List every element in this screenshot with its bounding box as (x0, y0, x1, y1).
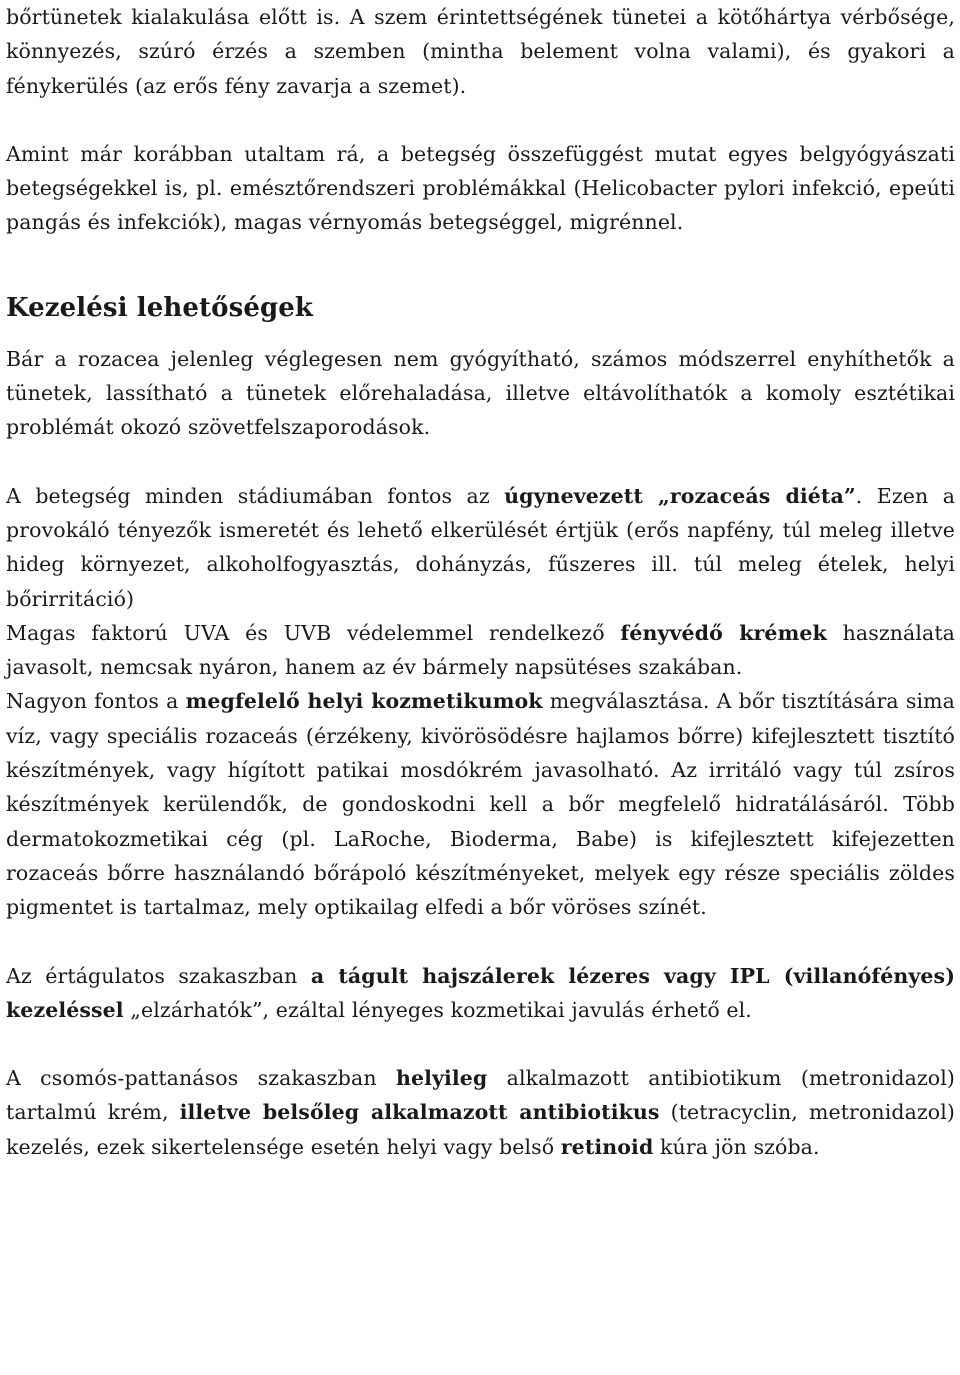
bold-text-run: úgynevezett „rozaceás diéta” (504, 483, 856, 508)
text-run: Nagyon fontos a (6, 689, 186, 714)
bold-text-run: fényvédő krémek (620, 620, 827, 645)
text-run: használata javasolt, nemcsak nyáron, hanem az év bármely napsütéses szakában. (6, 620, 956, 680)
text-run: A csomós-pattanásos szakaszban (6, 1066, 396, 1091)
text-run: A betegség minden stádiumában fontos az (6, 483, 505, 508)
paragraph-eye-symptoms: bőrtünetek kialakulása előtt is. A szem érintettségének tünetei a kötőhártya vérbősége, könnyezés, szúró érzés a szemben (mintha belement volna valami), és gyakori a fénykerülés (az erős fény zavarja a szemet). (6, 5, 955, 98)
bold-text-run: megfelelő helyi kozmetikumok (185, 689, 543, 714)
paragraph-treatment-intro: Bár a rozacea jelenleg véglegesen nem gyógyítható, számos módszerrel enyhíthetők a tünetek, lassítható a tünetek előrehaladása, illetve eltávolíthatók a komoly esztétikai problémát okozó szövetfelszaporodások. (6, 346, 955, 440)
document-page (6, 0, 955, 1164)
bold-text-run: illetve belsőleg alkalmazott antibiotikus (179, 1100, 660, 1125)
paragraph-spacer (6, 925, 955, 959)
paragraph-cosmetics (6, 684, 955, 924)
text-run: alkalmazott antibiotikum (metronidazol) tartalmú krém, (6, 1066, 955, 1125)
paragraph-spacer (6, 1027, 955, 1061)
text-run: „elzárhatók”, ezáltal lényeges kozmetikai javulás érhető el. (123, 997, 752, 1022)
paragraph-associated-diseases: Amint már korábban utaltam rá, a betegség összefüggést mutat egyes belgyógyászati betegségekkel is, pl. emésztőrendszeri problémákkal (Helicobacter pylori infekció, epeúti pangás és infekciók), magas vérnyomás betegséggel, migrénnel. (6, 141, 955, 235)
text-run: (tetracyclin, metronidazol) kezelés, ezek sikertelensége esetén helyi vagy belső (6, 1100, 955, 1159)
paragraph-antibiotics (6, 1061, 955, 1164)
text-run: kúra jön szóba. (653, 1134, 820, 1159)
bold-text-run: helyileg (395, 1066, 488, 1091)
text-run: . Ezen a provokáló tényezők ismeretét és lehető elkerülését értjük (erős napfény, túl meleg illetve hideg környezet, alkoholfogyasztás, dohányzás, fűszeres ill. túl meleg ételek, helyi bőrirritáció) (6, 483, 956, 611)
paragraph-spacer (6, 240, 955, 274)
paragraph-rosacea-diet (6, 479, 955, 616)
paragraph-laser-ipl (6, 959, 955, 1028)
text-run: Magas faktorú UVA és UVB védelemmel rendelkező (6, 620, 621, 645)
paragraph-sunscreen (6, 616, 955, 685)
text-run: megválasztása. A bőr tisztítására sima víz, vagy speciális rozaceás (érzékeny, kivörösödésre hajlamos bőrre) kifejlesztett tisztító készítmények, vagy hígított patikai mosdókrém javasolható. Az irritáló vagy túl zsíros készítmények kerülendők, de gondoskodni kell a bőr megfelelő hidratálásáról. Több dermatokozmetikai cég (pl. LaRoche, Bioderma, Babe) is kifejlesztett kifejezetten rozaceás bőrre használandó bőrápoló készítményeket, melyek egy része speciális zöldes pigmentet is tartalmaz, mely optikailag elfedi a bőr vöröses színét. (6, 689, 955, 920)
bold-text-run: retinoid (560, 1134, 654, 1159)
text-run: Az értágulatos szakaszban (6, 963, 311, 988)
paragraph-spacer (6, 445, 955, 479)
paragraph-spacer (6, 103, 955, 137)
bold-text-run: a tágult hajszálerek lézeres vagy IPL (villanófényes) kezeléssel (6, 963, 956, 1022)
section-heading: Kezelési lehetőségek (6, 292, 313, 323)
